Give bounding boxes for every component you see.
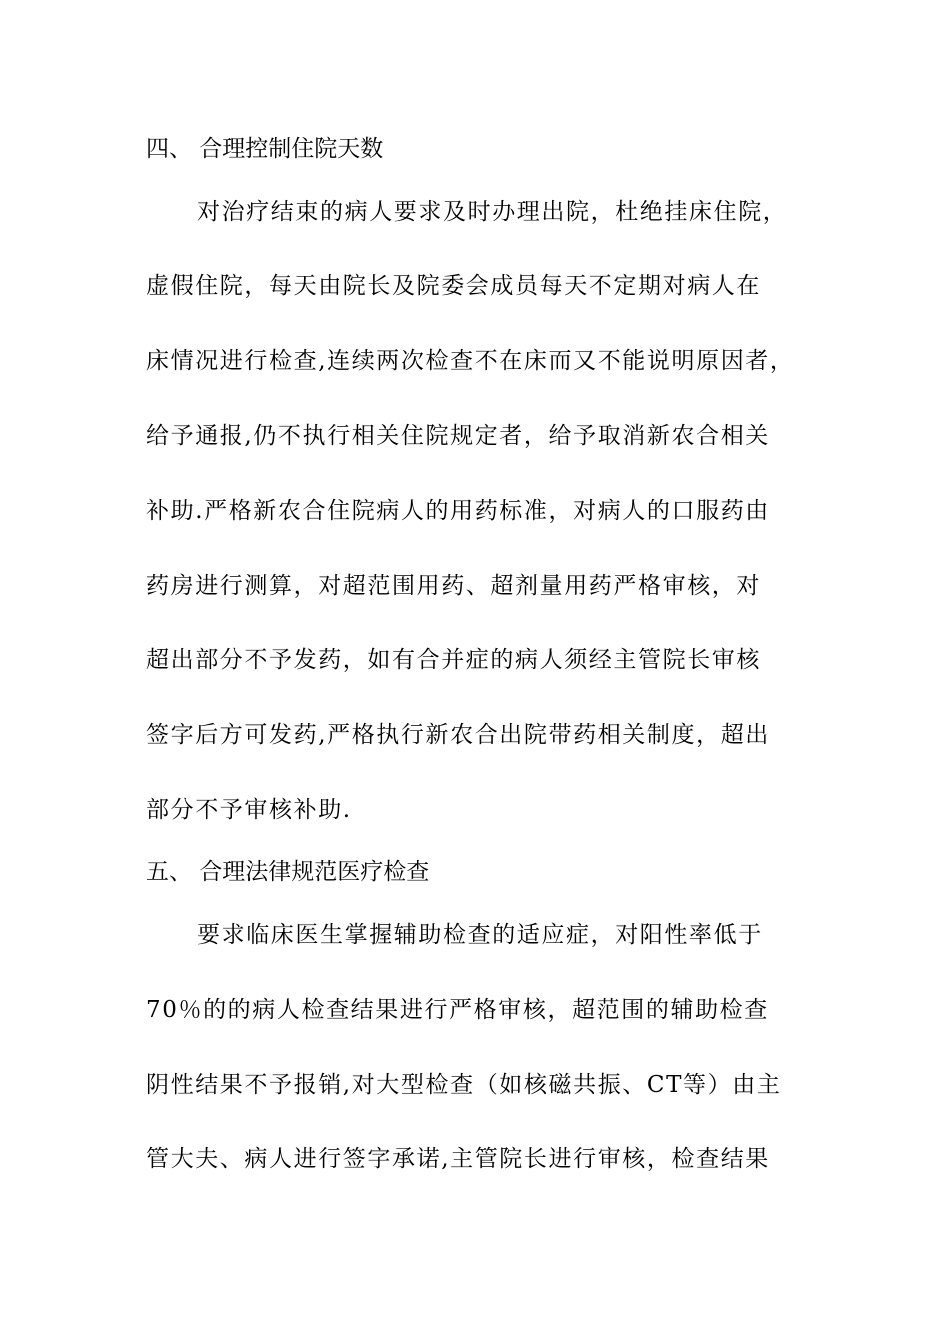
paragraph-line: 给予通报,仍不执行相关住院规定者，给予取消新农合相关 <box>146 423 770 449</box>
paragraph-line: 药房进行测算，对超范围用药、超剂量用药严格审核，对 <box>146 573 761 599</box>
paragraph-line: 部分不予审核补助. <box>146 797 352 823</box>
paragraph-line: 70％的的病人检查结果进行严格审核，超范围的辅助检查 <box>146 997 769 1023</box>
section-heading-5: 五、 合理法律规范医疗检查 <box>146 859 430 885</box>
paragraph-line: 阴性结果不予报销,对大型检查（如核磁共振、CT等）由主 <box>146 1072 782 1098</box>
paragraph-line: 超出部分不予发药，如有合并症的病人须经主管院长审核 <box>146 647 761 673</box>
paragraph-line: 管大夫、病人进行签字承诺,主管院长进行审核，检查结果 <box>146 1146 770 1172</box>
paragraph-line: 对治疗结束的病人要求及时办理出院，杜绝挂床住院， <box>197 199 788 225</box>
paragraph-line: 要求临床医生掌握辅助检查的适应症，对阳性率低于 <box>197 922 763 948</box>
paragraph-line: 签字后方可发药,严格执行新农合出院带药相关制度，超出 <box>146 722 770 748</box>
paragraph-line: 床情况进行检查,连续两次检查不在床而又不能说明原因者， <box>146 348 795 374</box>
section-heading-4: 四、 合理控制住院天数 <box>146 136 384 162</box>
paragraph-line: 虚假住院，每天由院长及院委会成员每天不定期对病人在 <box>146 273 761 299</box>
paragraph-line: 补助.严格新农合住院病人的用药标准，对病人的口服药由 <box>146 498 770 524</box>
